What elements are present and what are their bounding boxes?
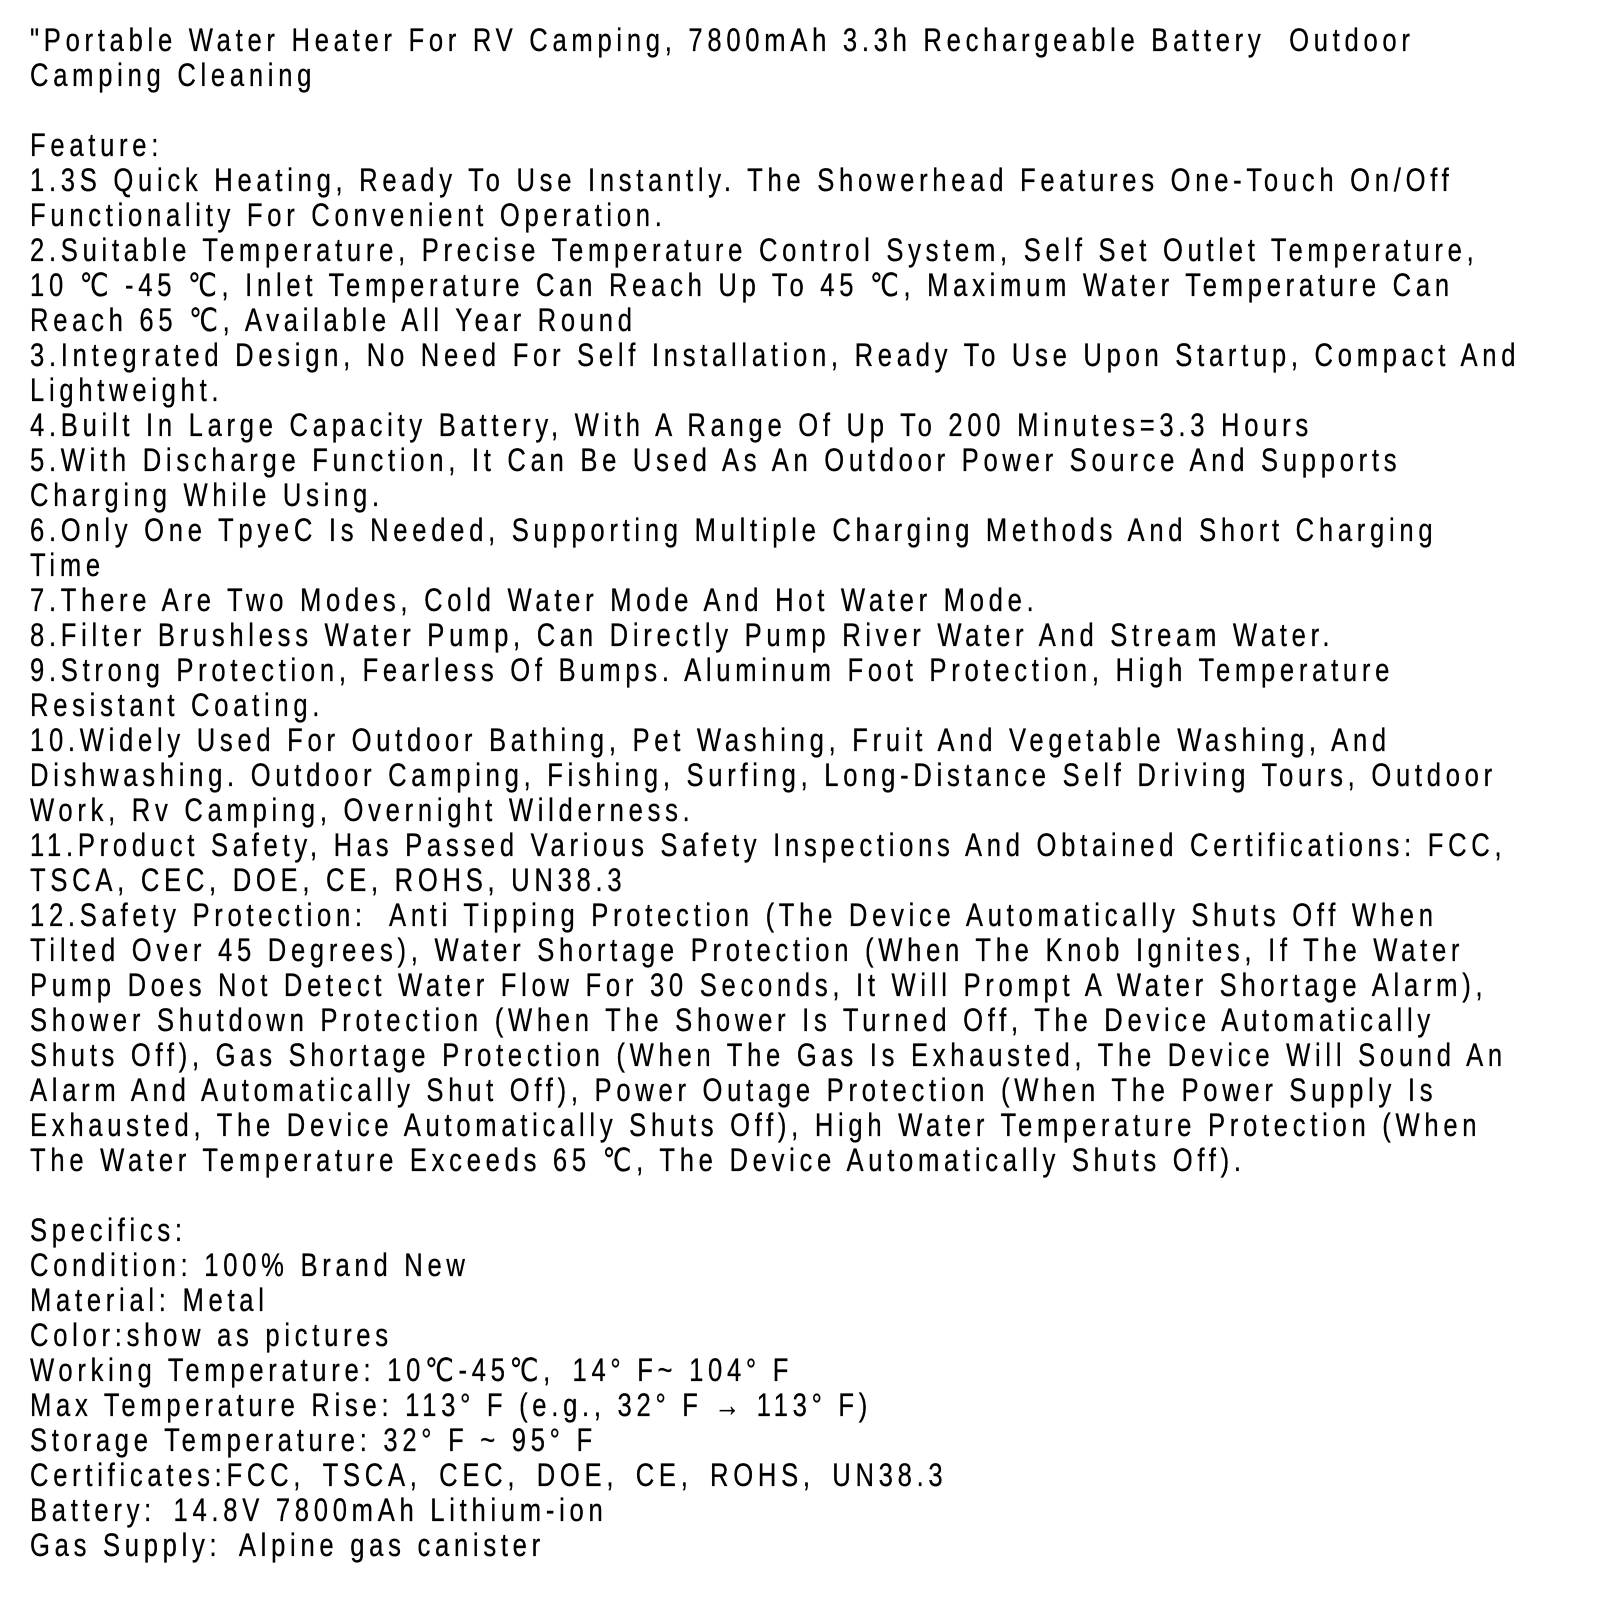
text-line: Shower Shutdown Protection (When The Shower Is Turned Off, The Device Automatically: [30, 1002, 1435, 1038]
text-line: Work, Rv Camping, Overnight Wilderness.: [30, 792, 695, 828]
text-line: Material: Metal: [30, 1282, 269, 1318]
text-line: Max Temperature Rise: 113° F (e.g., 32° F → 113° F): [30, 1387, 872, 1423]
text-line: 11.Product Safety, Has Passed Various Safety Inspections And Obtained Certifications: FCC,: [30, 827, 1507, 863]
text-line: Shuts Off), Gas Shortage Protection (When The Gas Is Exhausted, The Device Will Sound An: [30, 1037, 1507, 1073]
text-line: 7.There Are Two Modes, Cold Water Mode And Hot Water Mode.: [30, 582, 1039, 618]
text-line: 8.Filter Brushless Water Pump, Can Directly Pump River Water And Stream Water.: [30, 617, 1335, 653]
text-line: Condition: 100% Brand New: [30, 1247, 470, 1283]
text-line: 10.Widely Used For Outdoor Bathing, Pet Washing, Fruit And Vegetable Washing, And: [30, 722, 1391, 758]
text-line: Specifics:: [30, 1212, 187, 1248]
text-line: 10 ℃ -45 ℃, Inlet Temperature Can Reach Up To 45 ℃, Maximum Water Temperature Can: [30, 267, 1454, 303]
text-line: Feature:: [30, 127, 164, 163]
text-line: Resistant Coating.: [30, 687, 325, 723]
text-line: Alarm And Automatically Shut Off), Power Outage Protection (When The Power Supply Is: [30, 1072, 1438, 1108]
text-line: Time: [30, 547, 105, 583]
text-line: Color:show as pictures: [30, 1317, 393, 1353]
text-line: 12.Safety Protection: Anti Tipping Protection (The Device Automatically Shuts Off When: [30, 897, 1438, 933]
text-line: [30, 1178, 1600, 1213]
text-line: Charging While Using.: [30, 477, 384, 513]
text-line: 5.With Discharge Function, It Can Be Used As An Outdoor Power Source And Supports: [30, 442, 1402, 478]
text-line: 9.Strong Protection, Fearless Of Bumps. Aluminum Foot Protection, High Temperature: [30, 652, 1395, 688]
text-line: Reach 65 ℃, Available All Year Round: [30, 302, 637, 338]
text-line: 6.Only One TpyeC Is Needed, Supporting Multiple Charging Methods And Short Charging: [30, 512, 1438, 548]
text-line: 1.3S Quick Heating, Ready To Use Instantly. The Showerhead Features One-Touch On/Off: [30, 162, 1454, 198]
text-line: Camping Cleaning: [30, 57, 317, 93]
text-line: 3.Integrated Design, No Need For Self Installation, Ready To Use Upon Startup, Compact And: [30, 337, 1521, 373]
text-line: Lightweight.: [30, 372, 224, 408]
text-line: Battery: 14.8V 7800mAh Lithium-ion: [30, 1492, 608, 1528]
text-line: Functionality For Convenient Operation.: [30, 197, 667, 233]
text-line: The Water Temperature Exceeds 65 ℃, The Device Automatically Shuts Off).: [30, 1142, 1246, 1178]
text-line: Exhausted, The Device Automatically Shuts Off), High Water Temperature Protection (When: [30, 1107, 1482, 1143]
text-line: 2.Suitable Temperature, Precise Temperature Control System, Self Set Outlet Temperature,: [30, 232, 1479, 268]
text-line: Gas Supply: Alpine gas canister: [30, 1527, 545, 1563]
text-line: Pump Does Not Detect Water Flow For 30 Seconds, It Will Prompt A Water Shortage Alarm),: [30, 967, 1488, 1003]
text-line: Tilted Over 45 Degrees), Water Shortage Protection (When The Knob Ignites, If The Water: [30, 932, 1465, 968]
text-line: Certificates:FCC, TSCA, CEC, DOE, CE, ROHS, UN38.3: [30, 1457, 948, 1493]
text-line: [30, 93, 1600, 128]
text-line: "Portable Water Heater For RV Camping, 7800mAh 3.3h Rechargeable Battery Outdoor: [30, 22, 1415, 58]
text-line: Working Temperature: 10℃-45℃, 14° F~ 104° F: [30, 1352, 794, 1388]
text-line: Storage Temperature: 32° F ~ 95° F: [30, 1422, 597, 1458]
text-line: 4.Built In Large Capacity Battery, With A Range Of Up To 200 Minutes=3.3 Hours: [30, 407, 1313, 443]
text-line: Dishwashing. Outdoor Camping, Fishing, Surfing, Long-Distance Self Driving Tours, Outdoor: [30, 757, 1497, 793]
product-description: [0, 23, 1600, 1563]
text-line: TSCA, CEC, DOE, CE, ROHS, UN38.3: [30, 862, 627, 898]
